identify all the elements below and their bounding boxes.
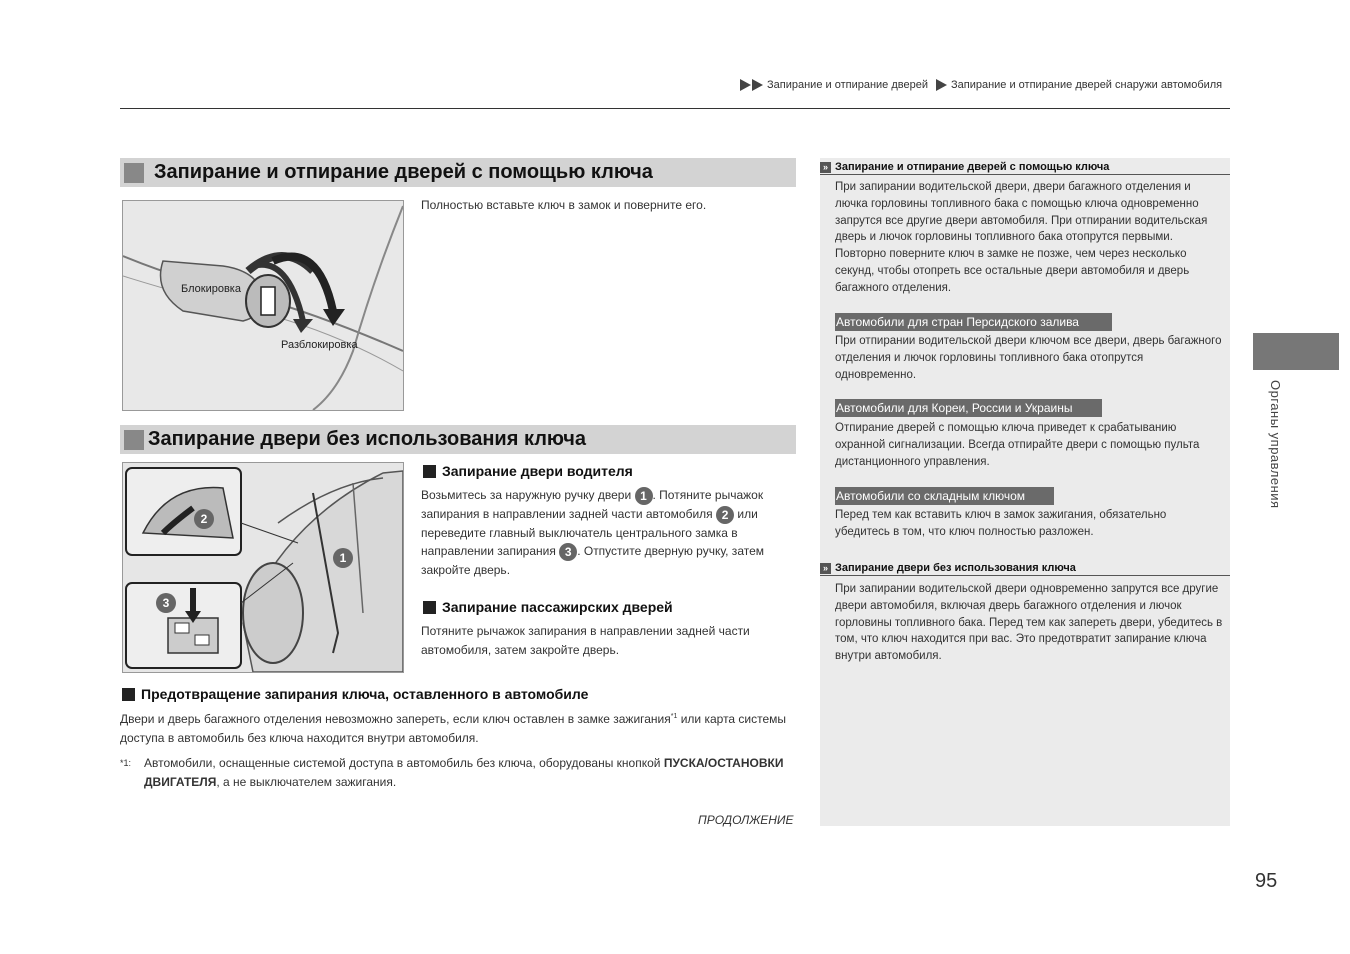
square-icon — [124, 430, 144, 450]
arrow-icon: » — [820, 563, 831, 574]
chapter-tab[interactable] — [1253, 333, 1339, 370]
square-icon — [122, 688, 135, 701]
passenger-door-text: Потяните рычажок запирания в направлении задней части автомобиля, затем закройте дверь. — [421, 624, 750, 657]
continue-label: ПРОДОЛЖЕНИЕ — [698, 813, 794, 827]
note-text: При запирании водительской двери одновременно запрутся все другие двери автомобиля, включая дверь багажного отделения и лючок горловины топливного бака. Перед тем как запереть двери, убедитесь в том, что ключ находится при вас. Это предотвратит запирание ключа внутри автомобиля. — [835, 583, 1223, 663]
lock-label: Блокировка — [181, 283, 241, 295]
step-marker: 2 — [194, 509, 214, 529]
breadcrumb-item[interactable]: Запирание и отпирание дверей снаружи автомобиля — [950, 79, 1223, 91]
note-text: Отпирание дверей с помощью ключа приведет к срабатыванию охранной сигнализации. Всегда отпирайте двери с помощью пульта дистанционного управления. — [835, 422, 1200, 468]
section-title: Запирание двери без использования ключа — [148, 428, 586, 450]
footnote: *1: Автомобили, оснащенные системой доступа в автомобиль без ключа, оборудованы кнопкой ПУСКА/ОСТАНОВКИ ДВИГАТЕЛЯ, а не выключателем зажигания. — [120, 756, 784, 789]
section-heading — [120, 425, 796, 454]
notes-column — [820, 158, 1230, 826]
driver-door-text: Возьмитесь за наружную ручку двери 1 . Потяните рычажок запирания в направлении задней части автомобиля 2 или переведите главный выключатель центрального замка в направлении запирания 3 . Отпустите дверную ручку, затем закройте дверь. — [421, 488, 765, 577]
arrow-icon — [740, 79, 751, 91]
note-heading: » Запирание двери без использования ключа — [820, 562, 1230, 576]
breadcrumb-item[interactable]: Запирание и отпирание дверей — [767, 79, 928, 91]
square-icon — [124, 163, 144, 183]
note-heading: » Запирание и отпирание дверей с помощью ключа — [820, 161, 1230, 175]
subsection-heading: Запирание двери водителя — [423, 463, 633, 479]
breadcrumb — [740, 79, 1222, 91]
key-lock-illustration — [122, 200, 404, 411]
square-icon — [423, 465, 436, 478]
chapter-label: Органы управления — [1268, 380, 1283, 509]
step-marker: 3 — [559, 543, 577, 561]
step-marker: 3 — [156, 593, 176, 613]
arrow-icon — [936, 79, 947, 91]
instruction-text: Полностью вставьте ключ в замок и поверните его. — [421, 198, 707, 212]
divider — [120, 108, 1230, 109]
region-tag: Автомобили для стран Персидского залива — [835, 313, 1112, 331]
note-text: При запирании водительской двери, двери багажного отделения и лючка горловины топливного бака с помощью ключа одновременно запрутся все другие двери автомобиля. При отпирании водительская дверь и лючок горловины топливного бака отопрутся первыми. Повторно поверните ключ в замке не позже, чем через несколько секунд, чтобы отопреть все остальные двери автомобиля и дверь багажного отделения. — [835, 181, 1208, 294]
subsection-heading: Предотвращение запирания ключа, оставленного в автомобиле — [122, 686, 588, 702]
unlock-label: Разблокировка — [281, 339, 358, 351]
step-marker: 1 — [333, 548, 353, 568]
step-marker: 2 — [716, 506, 734, 524]
region-tag: Автомобили для Кореи, России и Украины — [835, 399, 1102, 417]
note-text: Перед тем как вставить ключ в замок зажигания, обязательно убедитесь в том, что ключ полностью разложен. — [835, 509, 1167, 538]
door-key-drawing — [123, 201, 403, 410]
region-tag: Автомобили со складным ключом — [835, 487, 1054, 505]
key-lockout-text: Двери и дверь багажного отделения невозможно запереть, если ключ оставлен в замке зажигания$^{*1}$ или карта системы доступа в автомобиль без ключа находится внутри автомобиля. — [120, 712, 787, 745]
car-door-illustration — [122, 462, 404, 673]
page-number: 95 — [1255, 870, 1278, 892]
step-marker: 1 — [635, 487, 653, 505]
subsection-heading: Запирание пассажирских дверей — [423, 599, 673, 615]
car-door-drawing — [123, 463, 403, 672]
section-title: Запирание и отпирание дверей с помощью ключа — [154, 161, 653, 183]
note-text: При отпирании водительской двери ключом все двери, дверь багажного отделения и лючок горловины топливного бака отопрутся одновременно. — [835, 335, 1222, 381]
arrow-icon: » — [820, 162, 831, 173]
section-heading — [120, 158, 796, 187]
square-icon — [423, 601, 436, 614]
arrow-icon — [752, 79, 763, 91]
